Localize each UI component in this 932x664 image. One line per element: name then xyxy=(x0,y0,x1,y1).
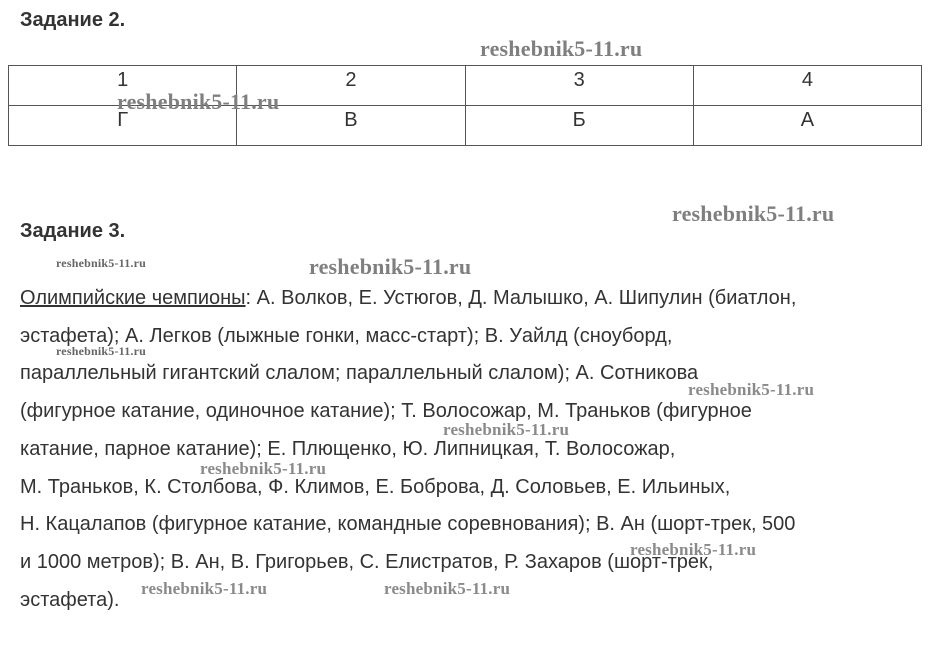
watermark: reshebnik5-11.ru xyxy=(56,256,146,270)
text-line: (фигурное катание, одиночное катание); Т. Волосожар, М. Траньков (фигурное xyxy=(20,400,752,423)
text-line: параллельный гигантский слалом; параллельный слалом); А. Сотникова xyxy=(20,362,699,385)
text-line: эстафета). xyxy=(20,588,120,611)
table-cell: 3 xyxy=(465,66,693,106)
text-line: Н. Кацалапов (фигурное катание, командные соревнования); В. Ан (шорт-трек, 500 xyxy=(20,513,796,536)
watermark: reshebnik5-11.ru xyxy=(309,254,472,279)
watermark: reshebnik5-11.ru xyxy=(443,420,570,439)
task-3-answer-text xyxy=(20,280,920,619)
table-cell: 1 xyxy=(9,66,237,106)
watermark: reshebnik5-11.ru xyxy=(630,540,757,559)
watermark: reshebnik5-11.ru xyxy=(200,459,327,478)
watermark: reshebnik5-11.ru xyxy=(56,344,146,358)
task-3-heading: Задание 3. xyxy=(20,220,126,242)
watermark: reshebnik5-11.ru xyxy=(384,579,511,598)
watermark: reshebnik5-11.ru xyxy=(141,579,268,598)
table-cell: А xyxy=(693,106,921,146)
text-line: М. Траньков, К. Столбова, Ф. Климов, Е. Боброва, Д. Соловьев, Е. Ильиных, xyxy=(20,475,731,498)
task-2-heading: Задание 2. xyxy=(20,9,126,31)
text-line: и 1000 метров); В. Ан, В. Григорьев, С. Елистратов, Р. Захаров (шорт-трек, xyxy=(20,550,714,573)
table-header-row xyxy=(9,66,922,106)
watermark: reshebnik5-11.ru xyxy=(688,380,815,399)
answer-table xyxy=(8,65,922,146)
watermark: reshebnik5-11.ru xyxy=(117,89,280,114)
table-cell: Б xyxy=(465,106,693,146)
text-line-content: : А. Волков, Е. Устюгов, Д. Малышко, А. Шипулин (биатлон, xyxy=(245,287,797,309)
table-cell: 2 xyxy=(237,66,465,106)
watermark: reshebnik5-11.ru xyxy=(672,201,835,226)
table-cell: Г xyxy=(9,106,237,146)
table-answer-row xyxy=(9,106,922,146)
text-line: катание, парное катание); Е. Плющенко, Ю. Липницкая, Т. Волосожар, xyxy=(20,437,676,460)
table-cell: В xyxy=(237,106,465,146)
text-line xyxy=(20,280,920,318)
text-line: эстафета); А. Легков (лыжные гонки, масс-старт); В. Уайлд (сноуборд, xyxy=(20,324,673,347)
underlined-term: Олимпийские чемпионы xyxy=(20,287,246,309)
watermark: reshebnik5-11.ru xyxy=(480,36,643,61)
table-cell: 4 xyxy=(693,66,921,106)
